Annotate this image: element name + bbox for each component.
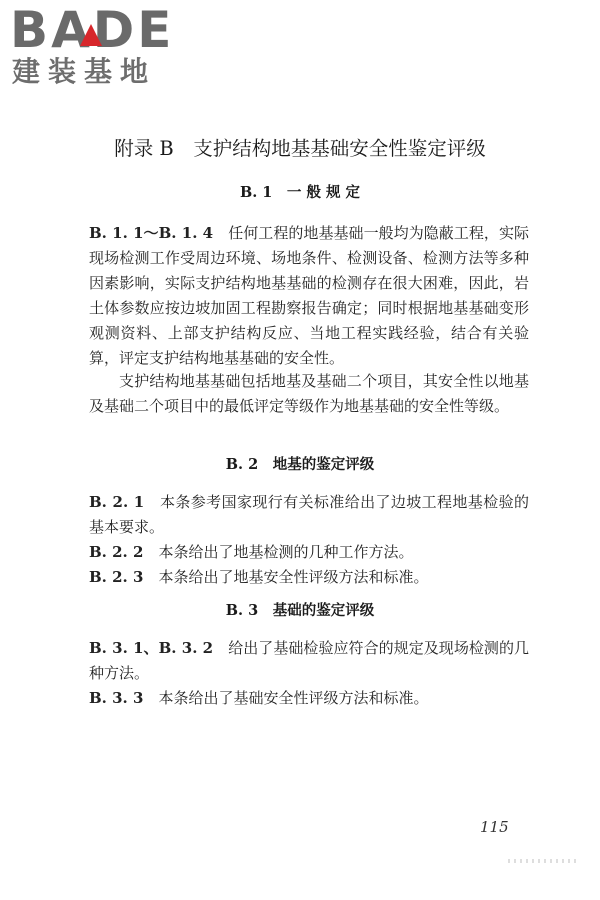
section-heading-b3: B. 3 基础的鉴定评级 (225, 602, 375, 619)
page-title: 附录 B 支护结构地基基础安全性鉴定评级 (114, 137, 486, 160)
paragraph-b2-1 (89, 490, 529, 540)
paragraph-b2-2 (89, 540, 529, 565)
paragraph-b3-1-2 (89, 636, 529, 686)
clause-label: B. 3. 3 (89, 689, 144, 707)
paragraph-text: 给出了基础检验应符合的规定及现场检测的几种方法。 (89, 639, 529, 682)
logo-subtitle: 建装基地 (12, 55, 157, 88)
scan-artifact (508, 859, 578, 863)
paragraph-text: 支护结构地基基础包括地基及基础二个项目，其安全性以地基及基础二个项目中的最低评定等级作为地基基础的安全性等级。 (89, 372, 529, 415)
section-heading-b2: B. 2 地基的鉴定评级 (225, 456, 375, 473)
clause-label: B. 2. 2 (89, 543, 144, 561)
clause-label: B. 1. 1～B. 1. 4 (89, 224, 214, 242)
paragraph-b3-3 (89, 686, 529, 711)
paragraph-text: 任何工程的地基基础一般均为隐蔽工程，实际现场检测工作受周边环境、场地条件、检测设备、检测方法等多种因素影响，实际支护结构地基基础的检测存在很大困难，因此，岩土体参数应按边坡加固工程勘察报告确定；同时根据地基基础变形观测资料、上部支护结构反应、当地工程实践经验，结合有关验算，评定支护结构地基基础的安全性。 (89, 224, 529, 367)
paragraph-text: 本条给出了地基安全性评级方法和标准。 (158, 568, 429, 586)
paragraph-b2-3 (89, 565, 529, 590)
paragraph-text: 本条给出了地基检测的几种工作方法。 (158, 543, 414, 561)
logo-red-accent (80, 24, 102, 46)
paragraph-b1-foundation (89, 369, 529, 419)
paragraph-b1-1-4 (89, 221, 529, 371)
paragraph-text: 本条给出了基础安全性评级方法和标准。 (158, 689, 429, 707)
page-number: 115 (480, 818, 509, 836)
clause-label: B. 2. 3 (89, 568, 144, 586)
clause-label: B. 3. 1、B. 3. 2 (89, 639, 214, 657)
bade-logo (10, 2, 190, 92)
paragraph-text: 本条参考国家现行有关标准给出了边坡工程地基检验的基本要求。 (89, 493, 529, 536)
clause-label: B. 2. 1 (89, 493, 145, 511)
logo-wordmark: BADE (10, 1, 175, 59)
section-heading-b1: B. 1 一 般 规 定 (239, 184, 361, 201)
